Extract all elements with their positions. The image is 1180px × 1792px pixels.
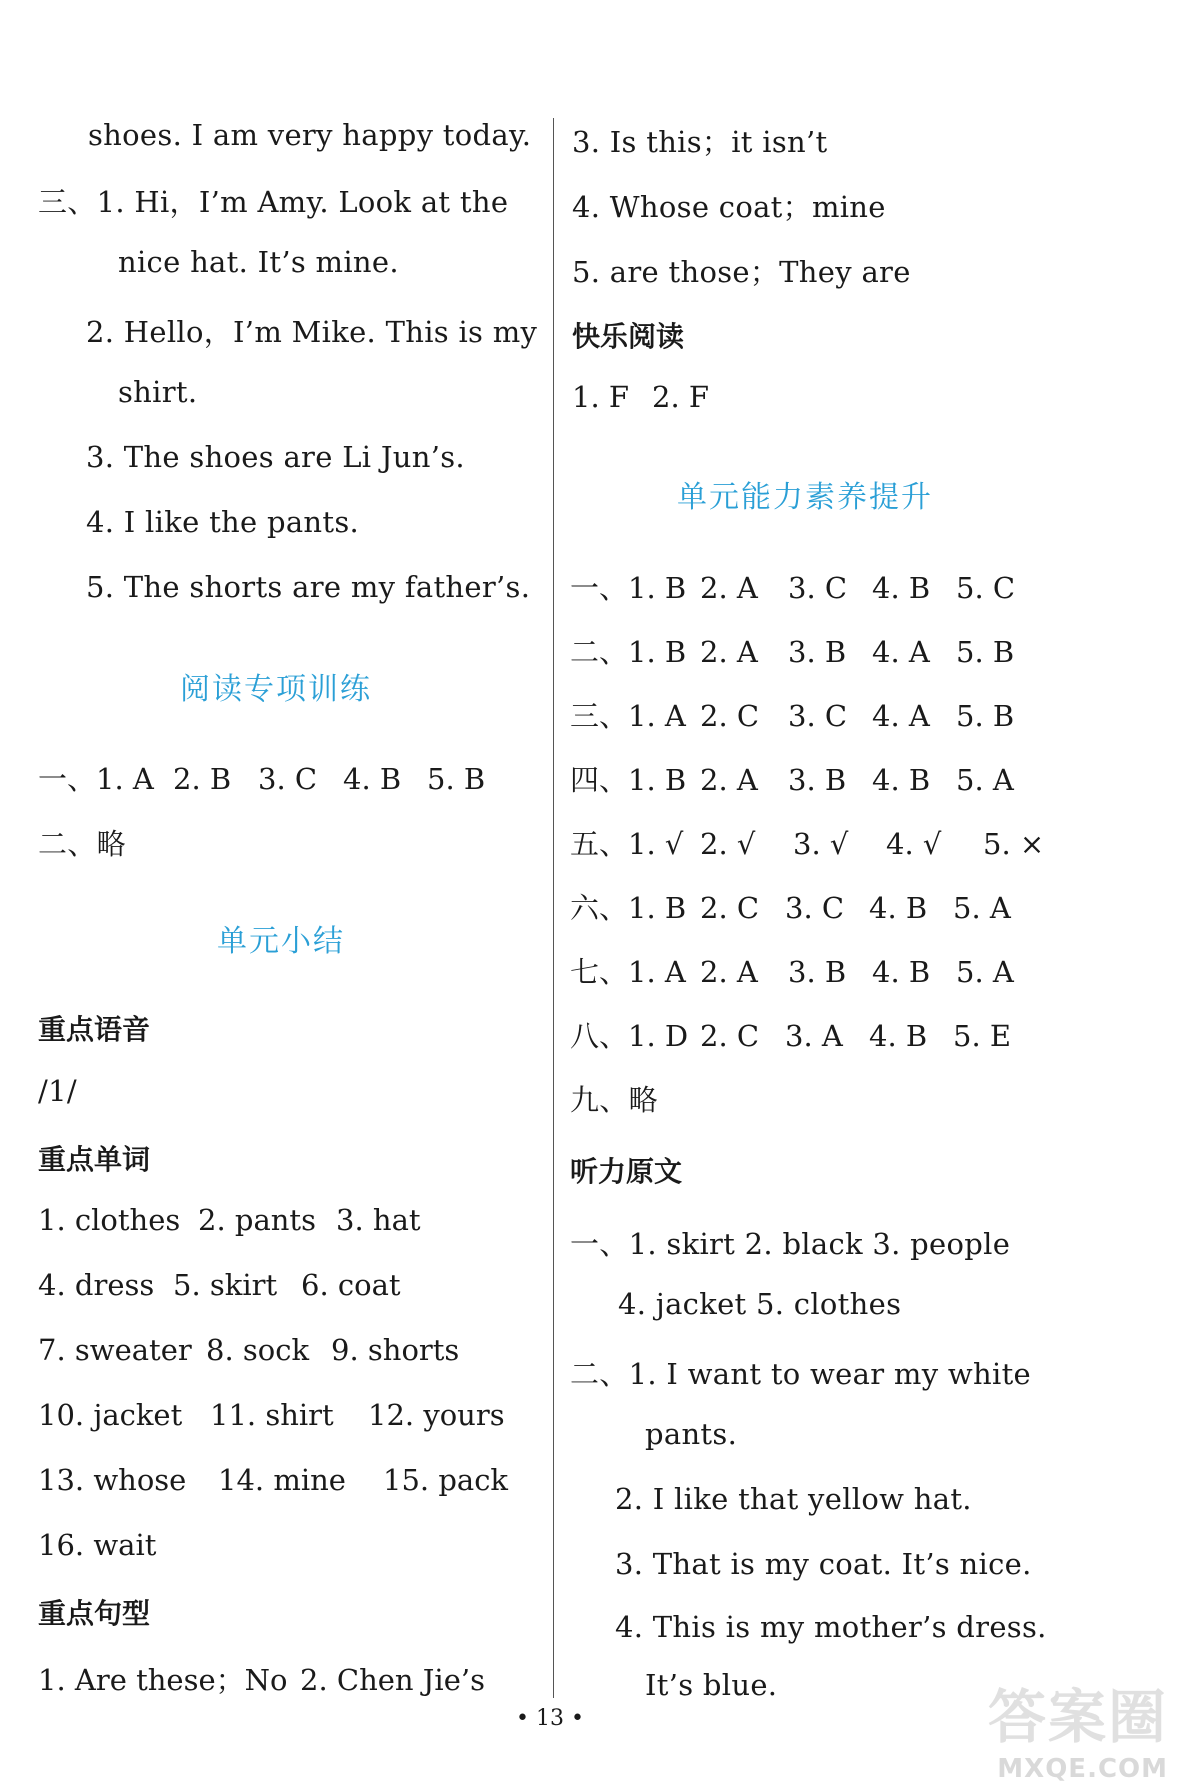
- word-item: 5. skirt: [173, 1268, 278, 1302]
- answer-item: 二、1. B: [570, 635, 687, 669]
- listening-line: 4. jacket 5. clothes: [618, 1287, 902, 1321]
- words-row: [38, 1528, 156, 1562]
- word-item: 9. shorts: [331, 1333, 460, 1367]
- answer-item: 5. A: [956, 763, 1014, 797]
- word-item: 2. pants: [198, 1203, 316, 1237]
- text-line: nice hat. It’s mine.: [118, 245, 399, 279]
- answer-item: 3. C: [788, 571, 848, 605]
- text-line: 3. Is this；it isn’t: [572, 125, 828, 159]
- text-line: 5. are those；They are: [572, 255, 911, 289]
- answer-item: 5. A: [953, 891, 1011, 925]
- sub-heading-listening: 听力原文: [570, 1155, 683, 1188]
- listening-line: 二、1. I want to wear my white: [570, 1357, 1032, 1391]
- section-heading-unit: 单元能力素养提升: [677, 480, 933, 515]
- sub-heading-words: 重点单词: [38, 1143, 151, 1176]
- unit-answers-row: [570, 566, 1015, 607]
- answer-item: 2. A: [700, 635, 758, 669]
- text-line: 4. I like the pants.: [86, 505, 360, 539]
- answer-item: 4. B: [872, 571, 931, 605]
- answer-item: 4. B: [872, 955, 931, 989]
- answer-item: 四、1. B: [570, 763, 687, 797]
- word-item: 8. sock: [206, 1333, 310, 1367]
- word-item: 16. wait: [38, 1528, 157, 1562]
- answer-item: 5. B: [427, 762, 486, 796]
- sentence-item: 2. Chen Jie’s: [300, 1663, 485, 1697]
- answer-item: 4. B: [869, 1019, 928, 1053]
- unit-answers-row: [570, 822, 1044, 863]
- answer-item: 六、1. B: [570, 891, 687, 925]
- answer-item: 1. F: [572, 380, 630, 414]
- answer-item: 一、1. A: [38, 762, 154, 796]
- text-line: 二、略: [38, 827, 126, 861]
- answer-item: 2. A: [700, 955, 758, 989]
- word-item: 11. shirt: [210, 1398, 334, 1432]
- answer-item: 2. B: [173, 762, 232, 796]
- answer-item: 2. C: [700, 1019, 760, 1053]
- reading-answers-row: [38, 757, 485, 798]
- sentences-row: [38, 1658, 485, 1699]
- answer-item: 4. B: [869, 891, 928, 925]
- sentence-item: 1. Are these；No: [38, 1663, 288, 1697]
- listening-line: 一、1. skirt 2. black 3. people: [570, 1227, 1011, 1261]
- answer-item: 5. A: [956, 955, 1014, 989]
- answer-item: 八、1. D: [570, 1019, 689, 1053]
- answer-item: 5. C: [956, 571, 1016, 605]
- answer-item: 3. B: [788, 955, 847, 989]
- unit-answers-row: [570, 886, 1011, 927]
- listening-line: 4. This is my mother’s dress.: [615, 1610, 1047, 1644]
- answer-item: 4. A: [872, 635, 930, 669]
- word-item: 6. coat: [301, 1268, 401, 1302]
- words-row: [38, 1203, 421, 1237]
- answer-item: 3. C: [788, 699, 848, 733]
- answer-item: 3. B: [788, 763, 847, 797]
- unit-answers-row: [570, 950, 1014, 991]
- phonics-value: /1/: [38, 1074, 77, 1108]
- text-line: 4. Whose coat；mine: [572, 190, 886, 224]
- answer-item: 4. √: [886, 827, 942, 861]
- answer-item: 5. E: [953, 1019, 1012, 1053]
- answer-item: 3. B: [788, 635, 847, 669]
- text-line: 2. Hello，I’m Mike. This is my: [86, 315, 538, 349]
- page-number: • 13 •: [516, 1706, 584, 1731]
- answer-item: 4. B: [872, 763, 931, 797]
- unit-answers-row: [570, 1014, 1011, 1055]
- answer-item: 2. √: [700, 827, 756, 861]
- word-item: 3. hat: [336, 1203, 421, 1237]
- word-item: 15. pack: [383, 1463, 509, 1497]
- column-divider: [553, 118, 554, 1698]
- answer-item: 2. C: [700, 891, 760, 925]
- word-item: 7. sweater: [38, 1333, 192, 1367]
- words-row: [38, 1398, 505, 1432]
- sub-heading-sentences: 重点句型: [38, 1597, 151, 1630]
- section-heading-summary: 单元小结: [217, 924, 345, 959]
- word-item: 13. whose: [38, 1463, 187, 1497]
- words-row: [38, 1463, 508, 1497]
- answer-item: 3. C: [785, 891, 845, 925]
- listening-line: 3. That is my coat. It’s nice.: [615, 1547, 1032, 1581]
- answer-item: 三、1. A: [570, 699, 686, 733]
- sub-heading-happy-reading: 快乐阅读: [572, 320, 685, 353]
- word-item: 4. dress: [38, 1268, 155, 1302]
- watermark-url: MXQE.COM: [997, 1754, 1168, 1784]
- text-line: 三、1. Hi，I’m Amy. Look at the: [38, 185, 509, 219]
- answer-item: 七、1. A: [570, 955, 686, 989]
- answer-item: 五、1. √: [570, 827, 684, 861]
- answer-item: 5. B: [956, 699, 1015, 733]
- listening-line: pants.: [645, 1417, 738, 1451]
- word-item: 10. jacket: [38, 1398, 183, 1432]
- text-line: 3. The shoes are Li Jun’s.: [86, 440, 465, 474]
- text-line: 九、略: [570, 1083, 658, 1117]
- text-line: 5. The shorts are my father’s.: [86, 570, 531, 604]
- section-heading-reading: 阅读专项训练: [180, 672, 372, 707]
- words-row: [38, 1333, 459, 1367]
- answer-item: 2. C: [700, 699, 760, 733]
- word-item: 12. yours: [368, 1398, 505, 1432]
- answer-item: 3. C: [258, 762, 318, 796]
- answer-item: 2. A: [700, 763, 758, 797]
- listening-line: 2. I like that yellow hat.: [615, 1482, 972, 1516]
- answer-item: 5. B: [956, 635, 1015, 669]
- word-item: 1. clothes: [38, 1203, 181, 1237]
- text-line: shirt.: [118, 375, 198, 409]
- answer-item: 4. A: [872, 699, 930, 733]
- sub-heading-phonics: 重点语音: [38, 1013, 151, 1046]
- unit-answers-row: [570, 694, 1014, 735]
- answer-item: 2. A: [700, 571, 758, 605]
- words-row: [38, 1268, 401, 1302]
- unit-answers-row: [570, 630, 1014, 671]
- watermark: [988, 1670, 1168, 1784]
- answer-item: 4. B: [343, 762, 402, 796]
- happy-answers-row: [572, 380, 709, 414]
- answer-item: 3. √: [793, 827, 849, 861]
- answer-item: 5. ×: [983, 827, 1045, 861]
- listening-line: It’s blue.: [645, 1668, 778, 1702]
- word-item: 14. mine: [218, 1463, 346, 1497]
- watermark-logo-text: 答案圈: [987, 1683, 1168, 1751]
- unit-answers-row: [570, 758, 1014, 799]
- answer-item: 一、1. B: [570, 571, 687, 605]
- answer-item: 3. A: [785, 1019, 843, 1053]
- text-line: shoes. I am very happy today.: [88, 118, 532, 152]
- answer-item: 2. F: [652, 380, 710, 414]
